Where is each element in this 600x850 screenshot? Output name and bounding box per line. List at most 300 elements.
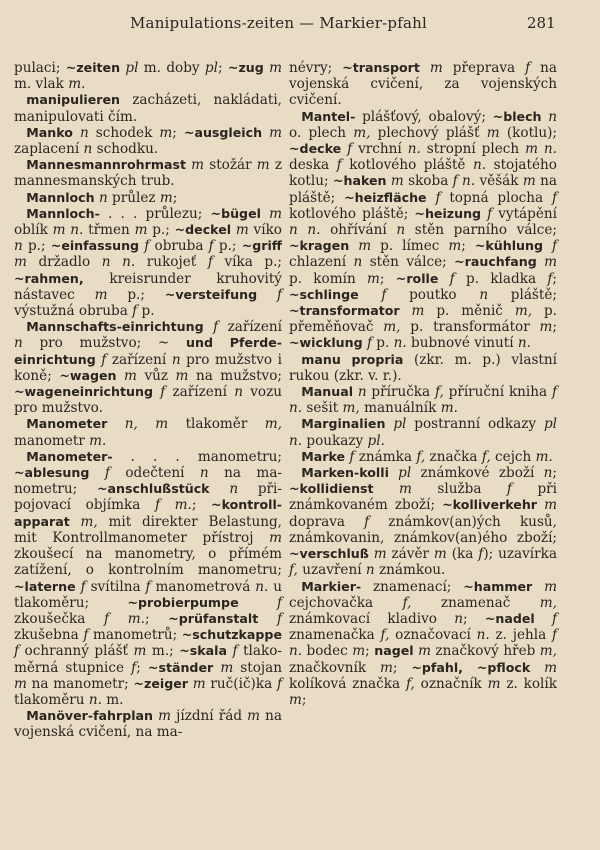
compound-word: ~ausgleich <box>183 124 263 140</box>
grammar-label: f <box>551 189 557 206</box>
entry-text: značkovník <box>289 659 380 676</box>
grammar-label: m. <box>535 448 553 465</box>
entry-text: tlakoměru <box>14 691 89 708</box>
grammar-label: f, <box>405 675 415 692</box>
grammar-label: n <box>353 254 363 271</box>
grammar-label: m <box>158 708 172 725</box>
grammar-label: f <box>478 546 484 563</box>
entry-text: (ka <box>446 546 479 563</box>
entry-text: zařízení <box>165 384 235 401</box>
grammar-label: pl <box>398 465 412 482</box>
grammar-label: m <box>134 222 148 239</box>
grammar-label: n n. <box>289 222 321 239</box>
entry-text: p. límec <box>371 238 449 255</box>
entry-text <box>359 287 382 303</box>
entry-text <box>374 481 399 497</box>
grammar-label: n <box>14 238 23 255</box>
entry-text <box>420 60 430 76</box>
grammar-label: m <box>247 708 261 725</box>
grammar-label: m <box>522 173 536 190</box>
entry-text: schodku. <box>92 141 159 158</box>
entry-text: znamenačka <box>289 627 381 644</box>
grammar-label: n <box>229 481 239 498</box>
entry-text: ; <box>136 659 148 676</box>
compound-word: ~skala <box>179 643 227 659</box>
compound-word: ~wicklung <box>289 335 363 351</box>
grammar-label: f <box>131 659 137 676</box>
entry-text: zacházeti, nakládati, manipulovati čím. <box>14 92 282 125</box>
compound-word: ~schlinge <box>289 286 359 302</box>
dictionary-entry <box>14 319 282 416</box>
compound-word: ~wageneinrichtung <box>14 384 153 400</box>
entry-text: p. měnič <box>424 303 515 320</box>
compound-word: ~hammer <box>463 578 533 594</box>
headword: Mantel- <box>301 108 356 124</box>
grammar-label: f <box>547 270 553 287</box>
compound-word: ~transformator <box>289 303 400 319</box>
entry-text: p. přeměňovač <box>289 303 557 336</box>
grammar-label: f <box>336 157 342 174</box>
grammar-label: f <box>80 578 86 595</box>
grammar-label: m, <box>539 643 558 660</box>
grammar-label: f n. <box>289 627 558 660</box>
grammar-label: m <box>487 675 501 692</box>
entry-text: z. kolík <box>500 675 557 692</box>
entry-text <box>438 271 449 287</box>
compound-word: ~kühlung <box>474 238 543 254</box>
entry-text: z mannesmanských trub. <box>14 157 283 190</box>
dictionary-entry <box>289 465 557 578</box>
headword: Markier- <box>301 578 362 594</box>
grammar-label: f <box>83 627 89 644</box>
dictionary-entry <box>14 416 282 448</box>
grammar-label: f <box>132 303 138 320</box>
entry-text: známkou. <box>374 562 446 579</box>
entry-text: manometrová <box>150 578 256 595</box>
grammar-label: pl <box>204 60 218 76</box>
entry-text <box>261 206 269 222</box>
entry-text: kreisrunder kruhovitý nástavec <box>14 270 282 303</box>
grammar-label: m n. <box>52 222 84 239</box>
grammar-label: m, <box>80 513 98 530</box>
compound-word: ~deckel <box>174 222 232 238</box>
grammar-label: m n. <box>525 141 557 158</box>
grammar-label: f <box>208 238 214 255</box>
compound-word: ~ständer <box>147 659 214 675</box>
grammar-label: n <box>14 335 23 352</box>
grammar-label: n. <box>393 335 407 352</box>
grammar-label: m, <box>539 594 557 611</box>
grammar-label: m <box>367 270 380 287</box>
grammar-label: m <box>235 222 249 239</box>
grammar-label: m <box>418 643 431 660</box>
grammar-label: n <box>234 384 243 401</box>
grammar-label: f <box>435 189 441 206</box>
grammar-label: m <box>220 659 234 676</box>
grammar-label: n <box>543 465 553 482</box>
headword: Marginalien <box>301 416 386 432</box>
grammar-label: m <box>192 675 206 692</box>
grammar-label: m <box>191 157 205 174</box>
compound-word: ~zeiten <box>65 60 121 75</box>
entry-text: p.; <box>107 286 165 303</box>
grammar-label: n. <box>517 335 531 352</box>
grammar-label: m <box>429 60 443 76</box>
grammar-label: m, <box>342 400 360 417</box>
entry-text: manometrů; <box>88 627 182 644</box>
dictionary-entry <box>14 125 282 157</box>
entry-text: vrchní <box>352 141 408 158</box>
grammar-label: m <box>448 238 462 255</box>
entry-text: na pláště; <box>289 173 557 206</box>
entry-text: ; <box>301 691 307 708</box>
grammar-label: m <box>486 124 500 141</box>
entry-text: pro mužstvo i koně; <box>14 351 282 384</box>
entry-text: značka <box>425 448 482 465</box>
entry-text: víko <box>248 222 282 239</box>
grammar-label: f <box>364 513 370 530</box>
grammar-label: f n. <box>289 384 557 417</box>
entry-text: ; <box>552 319 557 336</box>
entry-text <box>73 125 80 141</box>
entry-text: tlakoměrná stupnice <box>14 643 283 676</box>
grammar-label: n. <box>88 691 102 708</box>
grammar-label: m <box>373 546 387 563</box>
grammar-label: m, <box>514 303 533 320</box>
entry-text: obruba <box>149 238 209 255</box>
entry-text: vytápění <box>492 205 557 222</box>
entry-text: známkovací kladivo <box>289 610 455 627</box>
headword: Mannloch- <box>26 205 100 221</box>
entry-text: zařízení <box>106 351 172 368</box>
compound-word: ~heizfläche <box>344 189 427 205</box>
entry-text: skoba <box>403 173 453 190</box>
entry-text: p.; <box>22 238 51 255</box>
dictionary-entry <box>289 579 557 709</box>
entry-text: ; <box>461 238 475 255</box>
entry-text: manuálník <box>359 400 441 417</box>
entry-text: m. doby <box>138 60 205 76</box>
entry-text: postranní odkazy <box>406 416 544 433</box>
entry-text: stěn parního válce; <box>405 222 558 239</box>
compound-word: ~rahmen, <box>14 270 84 286</box>
entry-text: pláště; <box>488 286 557 303</box>
entry-text: na vojenská cvičení, za vojenských cvičení. <box>289 60 558 109</box>
grammar-label: n <box>83 141 93 158</box>
entry-text: jízdní řád <box>171 708 248 725</box>
grammar-label: f, <box>289 562 298 579</box>
headword: manipulieren <box>26 92 121 108</box>
grammar-label: f <box>160 384 166 401</box>
entry-text: cejchovačka <box>289 594 403 611</box>
grammar-label: f, <box>402 594 412 611</box>
grammar-label: f <box>276 286 283 303</box>
grammar-label: m, <box>383 319 401 336</box>
running-title: Manipulations-zeiten — Markier-pfahl <box>130 14 427 32</box>
entry-text: uzavření <box>297 562 366 579</box>
entry-text: p. komín <box>289 270 368 287</box>
grammar-label: n. <box>472 157 487 174</box>
compound-word: ~kolliverkehr <box>442 497 538 513</box>
entry-text: příručka <box>366 384 435 401</box>
grammar-label: f <box>551 238 558 255</box>
entry-text <box>117 368 125 384</box>
dictionary-entry <box>14 449 282 708</box>
headword: Mannesmannrohrmast <box>26 157 186 173</box>
headword: Mannloch <box>26 189 95 205</box>
grammar-label: n <box>171 351 181 368</box>
entry-text: ; <box>172 189 178 206</box>
grammar-label: m <box>544 659 558 676</box>
entry-text: příruční kniha <box>443 384 552 401</box>
grammar-label: f n. <box>452 173 476 190</box>
headword: Mannschafts-einrichtung <box>26 319 204 335</box>
entry-text: p. <box>137 303 155 320</box>
dictionary-entry <box>14 190 282 206</box>
grammar-label: n, m <box>124 416 169 433</box>
grammar-label: m <box>159 189 173 206</box>
compound-word: ~einfassung <box>50 238 140 254</box>
grammar-label: m <box>352 643 366 660</box>
entry-text: p. transformátor <box>400 319 540 336</box>
entry-text: zařízení <box>218 319 282 336</box>
grammar-label: m <box>256 157 270 174</box>
grammar-label: m. <box>89 432 107 449</box>
entry-text: rukojeť <box>135 254 208 271</box>
entry-text: m. vlak <box>14 76 69 93</box>
grammar-label: f <box>213 319 219 336</box>
entry-text: p.; <box>213 238 242 255</box>
grammar-label: f <box>487 205 493 222</box>
headword: Manometer <box>26 416 108 432</box>
entry-text: mit direkter Belastung, mit Kontrollmanometer přístroj <box>14 513 282 546</box>
grammar-label: n <box>479 286 489 303</box>
entry-text <box>89 465 104 481</box>
entry-text <box>258 611 277 627</box>
entry-text: služba <box>411 481 507 498</box>
grammar-label: f <box>145 578 151 595</box>
entry-text <box>532 579 544 595</box>
entry-text: poukazy <box>302 432 368 449</box>
entry-text: bodec <box>302 643 353 660</box>
grammar-label: f, <box>434 384 444 401</box>
entry-text: ; <box>379 270 396 287</box>
entry-text: p. <box>371 335 394 352</box>
entry-text: pro mužstvo; ~ <box>22 335 187 352</box>
headword: Manko <box>26 124 73 140</box>
entry-text: bubnové vinutí <box>406 335 518 352</box>
entry-text <box>107 416 124 432</box>
entry-text: ; <box>365 643 375 660</box>
compound-word: ~kollidienst <box>289 481 374 497</box>
grammar-label: f <box>207 254 213 271</box>
entry-text: ; <box>552 465 558 482</box>
grammar-label: f <box>525 60 531 76</box>
grammar-label: n <box>98 189 108 206</box>
grammar-label: m <box>289 691 302 708</box>
compound-word: ~zeiger <box>133 675 188 691</box>
entry-text: névry; <box>289 60 343 76</box>
dictionary-entry <box>289 109 557 352</box>
grammar-label: f <box>101 351 107 368</box>
entry-text: stojan <box>233 659 282 676</box>
grammar-label: f <box>276 594 282 611</box>
entry-text: značkový hřeb <box>430 643 540 660</box>
entry-text <box>210 481 230 497</box>
compound-word: ~transport <box>342 60 420 75</box>
grammar-label: m. <box>440 400 458 417</box>
left-column <box>14 60 282 741</box>
headword: Marken-kolli <box>301 465 389 481</box>
compound-word: ~kragen <box>289 238 350 254</box>
grammar-label: pl <box>125 60 139 76</box>
entry-text: u tlakoměru; <box>14 578 282 611</box>
entry-text: m. <box>101 691 124 708</box>
entry-text: deska <box>289 157 337 174</box>
grammar-label: m <box>175 367 189 384</box>
entry-text: stojatého kotlu; <box>289 157 557 190</box>
entry-text: známkové zboží <box>411 465 544 482</box>
entry-text: stropní plech <box>420 141 526 158</box>
grammar-label: m <box>269 529 282 546</box>
grammar-label: f <box>506 481 512 498</box>
entry-text: schodek <box>88 124 160 141</box>
grammar-label: f m. <box>154 497 192 514</box>
dictionary-entry <box>289 60 557 109</box>
entry-text: z. jehla <box>489 627 552 644</box>
grammar-label: n <box>365 562 375 579</box>
entry-text: manometr <box>14 432 90 449</box>
grammar-label: m <box>433 546 447 563</box>
grammar-label: f, <box>416 448 426 465</box>
entry-text: označník <box>414 675 488 692</box>
entry-text: držadlo <box>26 254 102 271</box>
grammar-label: m <box>544 578 557 595</box>
compound-word: ~rauchfang <box>454 254 537 270</box>
entry-text <box>389 465 398 481</box>
grammar-label: f, <box>481 448 491 465</box>
headword: Marke <box>301 448 346 464</box>
entry-text: znamenací; <box>361 578 464 595</box>
grammar-label: n <box>396 222 406 239</box>
grammar-label: m <box>358 238 372 255</box>
grammar-label: n. <box>255 578 269 595</box>
entry-text: chlazení <box>289 254 354 271</box>
grammar-label: m <box>269 205 282 222</box>
grammar-label: m <box>94 286 108 303</box>
compound-word: ~zug <box>227 60 264 75</box>
grammar-label: f m. <box>104 610 145 627</box>
entry-text: ochranný plášť <box>19 643 134 660</box>
compound-word: ~ablesung <box>14 465 90 481</box>
grammar-label: n <box>357 384 367 401</box>
entry-text: (kotlu); <box>499 124 558 141</box>
entry-text <box>204 319 213 335</box>
entry-text: známka <box>354 448 417 465</box>
entry-text <box>543 238 552 254</box>
dictionary-entry <box>289 449 557 465</box>
grammar-label: m <box>544 254 558 271</box>
entry-text: ); uzavírka <box>483 546 557 563</box>
entry-text: označovací <box>389 627 477 644</box>
grammar-label: f <box>381 286 387 303</box>
entry-text: na manometr; <box>26 675 134 692</box>
grammar-label: f <box>276 675 283 692</box>
entry-text: p.; <box>147 222 175 239</box>
compound-word: ~pflock <box>476 659 531 675</box>
grammar-label: f <box>276 610 282 627</box>
compound-word: ~bügel <box>210 205 261 221</box>
entry-text: na manometru; <box>14 465 283 498</box>
entry-text: ; <box>462 610 485 627</box>
compound-word: ~pfahl, <box>411 659 463 675</box>
entry-text: ; <box>392 659 412 676</box>
entry-text <box>400 303 412 319</box>
entry-text: ; <box>172 124 184 141</box>
right-column <box>289 60 557 708</box>
entry-text <box>70 514 81 530</box>
grammar-label: f <box>349 448 355 465</box>
entry-text: tlakoměr <box>168 416 265 433</box>
grammar-label: m, <box>264 416 282 433</box>
compound-word: ~decke <box>289 141 342 157</box>
entry-text: závěr <box>386 546 434 563</box>
grammar-label: m. <box>68 76 86 93</box>
grammar-label: m <box>544 497 557 514</box>
compound-word: ~anschlußstück <box>96 481 210 497</box>
entry-text <box>463 660 477 676</box>
compound-word: ~griff <box>241 238 282 254</box>
entry-text: sešit <box>302 400 343 417</box>
compound-word: ~prüfanstalt <box>168 610 259 626</box>
compound-word: ~haken <box>332 173 387 189</box>
grammar-label: m <box>133 643 147 660</box>
grammar-label: m <box>159 124 173 141</box>
grammar-label: pl <box>393 416 407 433</box>
grammar-label: m <box>14 254 27 271</box>
entry-text: víka p.; <box>212 254 283 271</box>
entry-text: věšák <box>475 173 523 190</box>
entry-text: na vojenská cvičení, na ma- <box>14 708 283 741</box>
entry-text: svítilna <box>85 578 146 595</box>
entry-text: znamenač <box>411 594 540 611</box>
entry-text: topná plocha <box>440 189 552 206</box>
compound-word: ~verschluß <box>289 546 369 562</box>
entry-text <box>349 238 358 254</box>
entry-text: . . . manometru; <box>112 448 282 465</box>
entry-text: ; <box>191 497 212 514</box>
grammar-label: n <box>79 124 89 141</box>
compound-word: und Pferdeeinrichtung <box>14 335 282 367</box>
entry-text: p. kladka <box>454 270 548 287</box>
running-header <box>0 10 600 38</box>
entry-text: ruč(ič)ka <box>205 675 277 692</box>
grammar-label: pl n. <box>289 416 557 449</box>
entry-text: třmen <box>83 222 135 239</box>
compound-word: ~wagen <box>59 367 117 383</box>
entry-text: oblík <box>14 222 53 239</box>
dictionary-entry <box>14 206 282 319</box>
headword: Manual <box>301 384 354 400</box>
compound-word: ~blech <box>492 108 542 124</box>
compound-word: ~versteifung <box>164 286 258 302</box>
grammar-label: m <box>379 659 393 676</box>
grammar-label: n. <box>407 141 421 158</box>
entry-text <box>530 660 544 676</box>
entry-text: cejch <box>490 448 536 465</box>
compound-word: ~rolle <box>395 270 439 286</box>
grammar-label: m <box>269 60 282 76</box>
